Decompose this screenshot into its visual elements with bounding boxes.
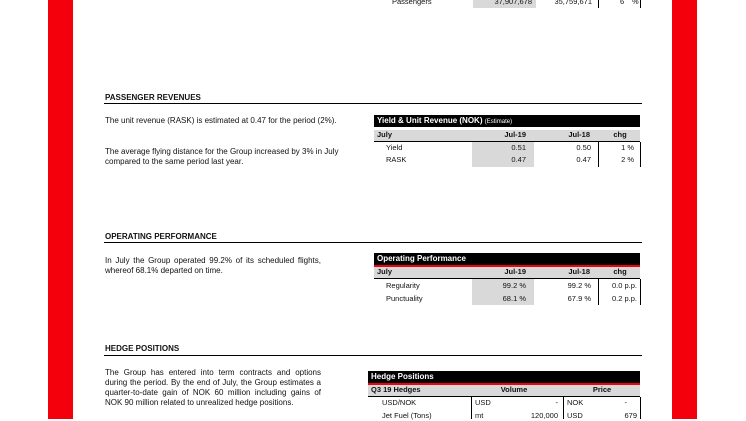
hedge-jetfuel-vol-unit: mt bbox=[475, 411, 484, 420]
left-red-border bbox=[48, 0, 73, 419]
hedge-table-col-header bbox=[368, 385, 640, 396]
operating-performance-rule bbox=[104, 242, 642, 243]
yield-col-jul19: Jul-19 bbox=[504, 130, 526, 139]
regularity-row-jul18: 99.2 % bbox=[567, 281, 591, 290]
top-row-unit: % bbox=[632, 0, 639, 6]
op-col-july: July bbox=[377, 267, 393, 276]
regularity-row-chg: 0.0 p.p. bbox=[611, 281, 637, 290]
hedge-usdnok-price-unit: NOK bbox=[567, 398, 584, 407]
regularity-row-label: Regularity bbox=[386, 281, 420, 290]
yield-col-chg: chg bbox=[613, 130, 627, 139]
op-table-col-header bbox=[374, 267, 640, 278]
op-col-jul18: Jul-18 bbox=[568, 267, 590, 276]
yield-row-label: Yield bbox=[386, 143, 403, 152]
hedge-table-title: Hedge Positions bbox=[368, 371, 640, 383]
punctuality-row-label: Punctuality bbox=[386, 294, 423, 303]
top-row-jul18: 35,759,671 bbox=[554, 0, 592, 6]
rask-row-label: RASK bbox=[386, 155, 407, 164]
top-row-chg: 6 bbox=[620, 0, 625, 6]
top-row-jul19: 37,907,678 bbox=[473, 0, 536, 8]
passenger-revenues-rule bbox=[104, 103, 642, 104]
punctuality-row-jul18: 67.9 % bbox=[567, 294, 591, 303]
hedge-usdnok-label: USD/NOK bbox=[382, 398, 417, 407]
hedge-usdnok-vol-unit: USD bbox=[475, 398, 491, 407]
passenger-revenues-p1: The unit revenue (RASK) is estimated at 0.47 for the period (2%). bbox=[105, 116, 337, 125]
punctuality-row-chg: 0.2 p.p. bbox=[611, 294, 637, 303]
right-red-border bbox=[672, 0, 697, 419]
hedge-jetfuel-vol: 120,000 bbox=[530, 411, 558, 420]
operating-performance-p1: In July the Group operated 99.2% of its scheduled flights, whereof 68.1% departed on time. bbox=[105, 256, 321, 275]
op-col-jul19: Jul-19 bbox=[504, 267, 526, 276]
yield-row-jul19: 0.51 bbox=[511, 143, 526, 152]
rask-row-jul18: 0.47 bbox=[576, 155, 591, 164]
hedge-jetfuel-label: Jet Fuel (Tons) bbox=[382, 411, 432, 420]
yield-col-july: July bbox=[377, 130, 393, 139]
hedge-jetfuel-price-unit: USD bbox=[567, 411, 583, 420]
hedge-col-q3: Q3 19 Hedges bbox=[371, 385, 421, 394]
yield-table-title-note: (Estimate) bbox=[484, 119, 513, 125]
op-table-title: Operating Performance bbox=[374, 253, 640, 265]
passenger-revenues-title: PASSENGER REVENUES bbox=[105, 93, 201, 102]
op-col-chg: chg bbox=[613, 267, 627, 276]
operating-performance-title: OPERATING PERFORMANCE bbox=[105, 232, 217, 241]
hedge-usdnok-vol: - bbox=[555, 398, 558, 407]
passenger-revenues-p2: The average flying distance for the Group increased by 3% in July compared to the same period last year. bbox=[105, 147, 339, 166]
hedge-positions-title: HEDGE POSITIONS bbox=[105, 344, 180, 353]
rask-row-jul19: 0.47 bbox=[511, 155, 526, 164]
top-row-label: Passengers bbox=[392, 0, 432, 6]
hedge-col-price: Price bbox=[592, 385, 612, 394]
yield-table-col-header bbox=[374, 130, 640, 141]
yield-row-jul18: 0.50 bbox=[576, 143, 591, 152]
rask-row-chg: 2 % bbox=[621, 155, 634, 164]
yield-row-chg: 1 % bbox=[621, 143, 634, 152]
yield-col-jul18: Jul-18 bbox=[568, 130, 590, 139]
hedge-usdnok-price: - bbox=[624, 398, 627, 407]
hedge-positions-rule bbox=[104, 355, 642, 356]
hedge-jetfuel-price: 679 bbox=[624, 411, 637, 420]
hedge-col-volume: Volume bbox=[500, 385, 528, 394]
yield-table-title: Yield & Unit Revenue (NOK) (Estimate) bbox=[374, 115, 640, 127]
hedge-positions-p1: The Group has entered into term contracts and options during the period. By the end of July, the Group estimates a quarter-to-date gain of NOK 60 million including gains of NOK 90 million related to unrealized hedge positions. bbox=[105, 368, 321, 407]
punctuality-row-jul19: 68.1 % bbox=[502, 294, 526, 303]
regularity-row-jul19: 99.2 % bbox=[502, 281, 526, 290]
